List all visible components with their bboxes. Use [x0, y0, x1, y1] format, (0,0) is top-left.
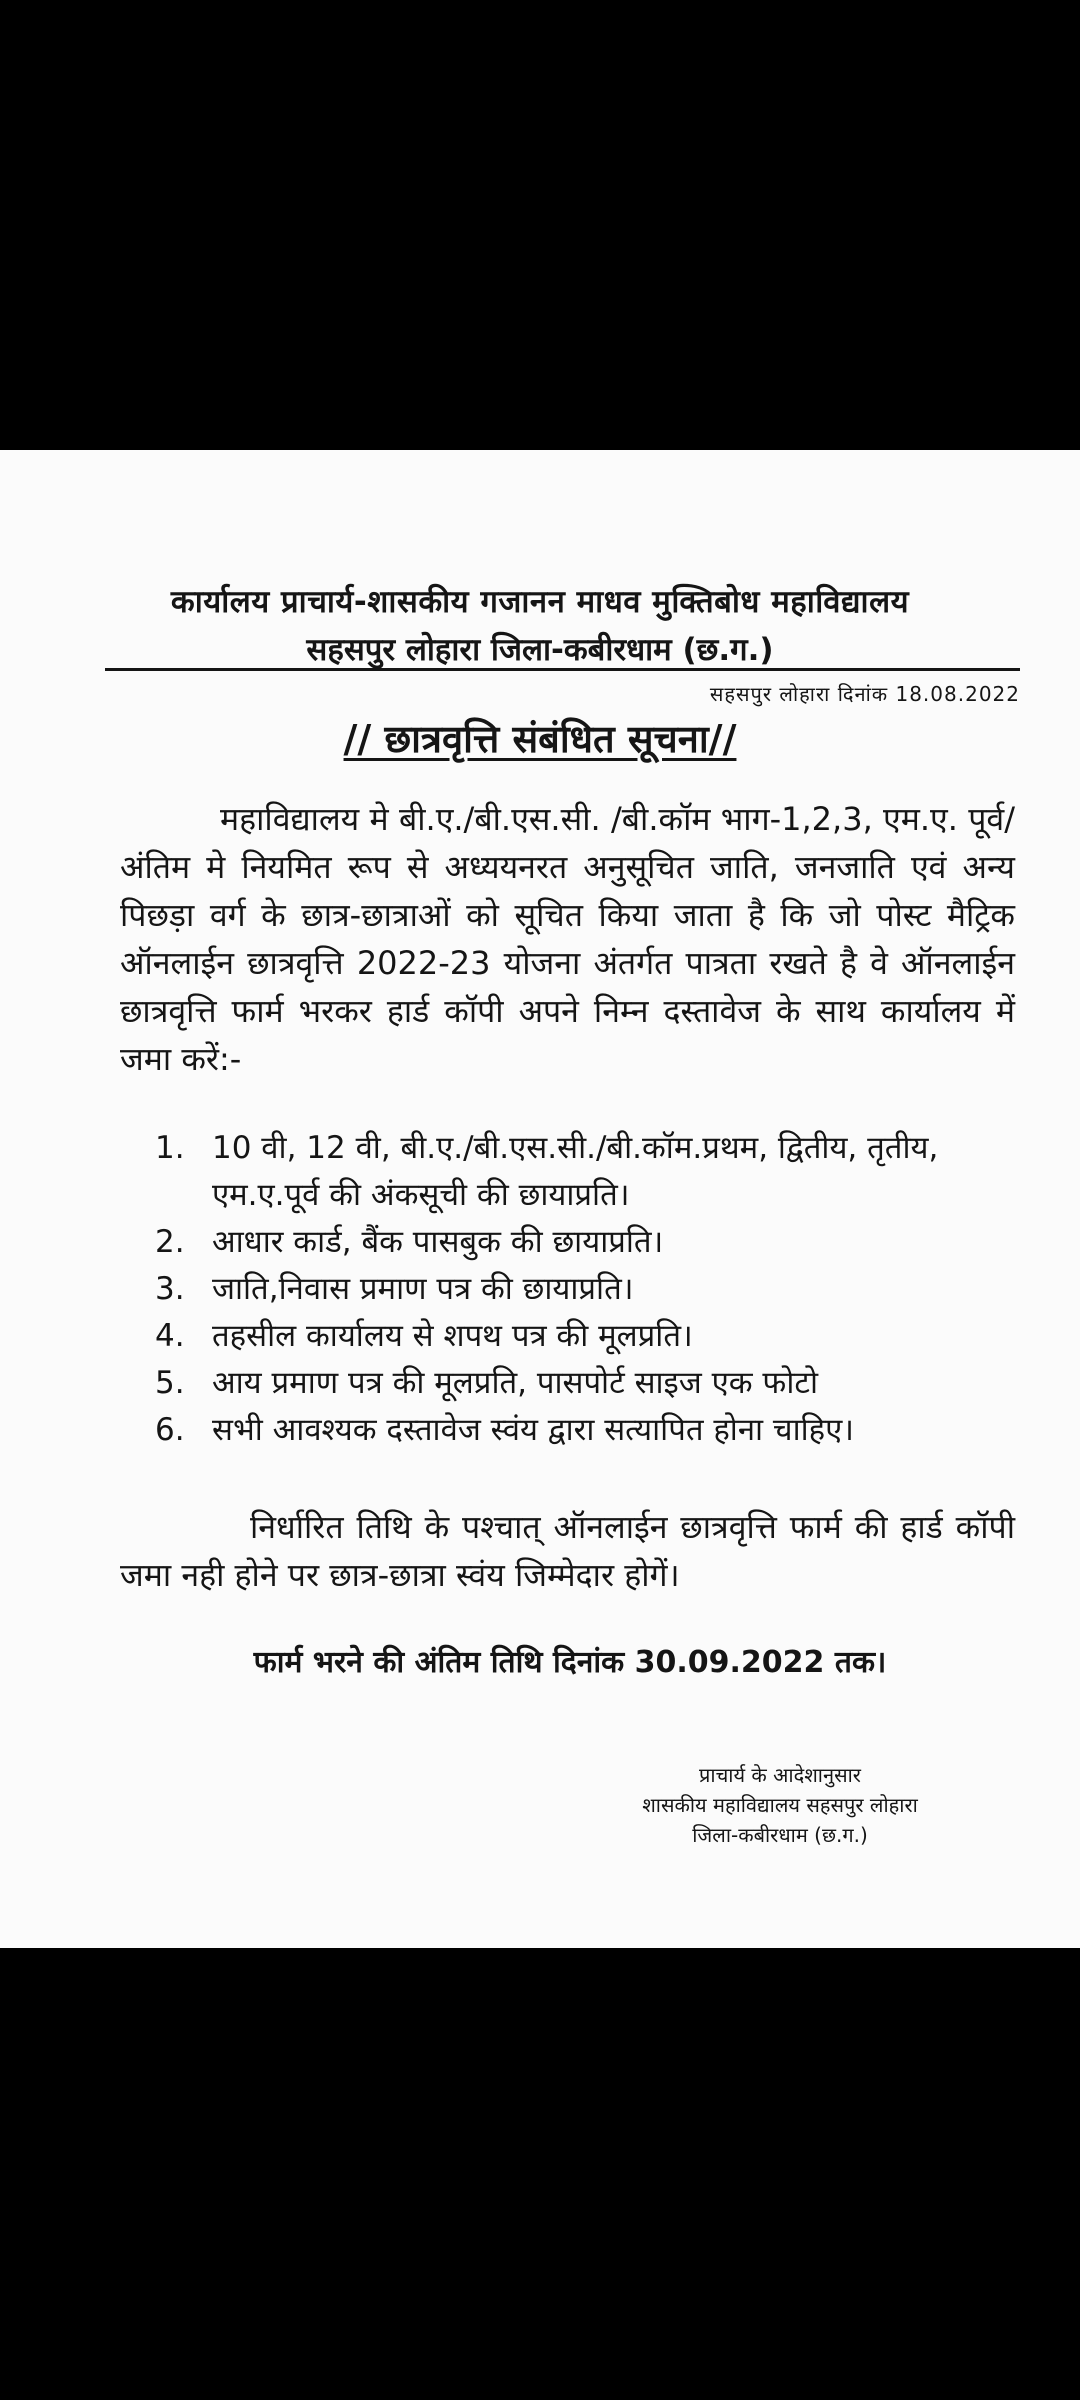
- signature-block: [560, 1760, 1000, 1850]
- header-divider: [105, 668, 1020, 671]
- list-item-number: 4.: [155, 1318, 185, 1354]
- notice-paragraph-main: महाविद्यालय मे बी.ए./बी.एस.सी. /बी.कॉम भाग-1,2,3, एम.ए. पूर्व/अंतिम मे नियमित रूप से अध्ययनरत अनुसूचित जाति, जनजाति एवं अन्य पिछड़ा वर्ग के छात्र-छात्राओं को सूचित किया जाता है कि जो पोस्ट मैट्रिक ऑनलाईन छात्रवृत्ति 2022-23 योजना अंतर्गत पात्रता रखते है वे ऑनलाईन छात्रवृत्ति फार्म भरकर हार्ड कॉपी अपने निम्न दस्तावेज के साथ कार्यालय में जमा करें:-: [120, 800, 1015, 1078]
- signature-line-1: प्राचार्य के आदेशानुसार: [699, 1763, 861, 1787]
- list-item-number: 6.: [155, 1412, 185, 1448]
- list-item: [155, 1266, 1015, 1313]
- signature-line-2: शासकीय महाविद्यालय सहसपुर लोहारा: [642, 1793, 918, 1817]
- documents-list: [155, 1125, 1015, 1454]
- notice-paragraph-warning: निर्धारित तिथि के पश्चात् ऑनलाईन छात्रवृत्ति फार्म की हार्ड कॉपी जमा नही होने पर छात्र-छात्रा स्वंय जिम्मेदार होगें।: [120, 1508, 1015, 1594]
- list-item-text: 10 वी, 12 वी, बी.ए./बी.एस.सी./बी.कॉम.प्रथम, द्वितीय, तृतीय, एम.ए.पूर्व की अंकसूची की छायाप्रति।: [212, 1130, 939, 1213]
- list-item-text: आय प्रमाण पत्र की मूलप्रति, पासपोर्ट साइज एक फोटो: [212, 1365, 819, 1401]
- list-item-number: 2.: [155, 1224, 185, 1260]
- office-header: कार्यालय प्राचार्य-शासकीय गजानन माधव मुक्तिबोध महाविद्यालय: [170, 584, 910, 620]
- list-item-text: आधार कार्ड, बैंक पासबुक की छायाप्रति।: [212, 1224, 664, 1260]
- place-date: सहसपुर लोहारा दिनांक 18.08.2022: [709, 682, 1020, 706]
- list-item-number: 1.: [155, 1130, 185, 1166]
- list-item: [155, 1313, 1015, 1360]
- list-item-text: सभी आवश्यक दस्तावेज स्वंय द्वारा सत्यापित होना चाहिए।: [212, 1412, 855, 1448]
- list-item-number: 5.: [155, 1365, 185, 1401]
- notice-title: // छात्रवृत्ति संबंधित सूचना//: [343, 717, 737, 761]
- notice-paper: [0, 450, 1080, 1948]
- list-item: [155, 1125, 1015, 1219]
- list-item-number: 3.: [155, 1271, 185, 1307]
- list-item: [155, 1407, 1015, 1454]
- notice-title-wrap: [0, 712, 1080, 764]
- list-item-text: जाति,निवास प्रमाण पत्र की छायाप्रति।: [212, 1271, 634, 1307]
- list-item: [155, 1360, 1015, 1407]
- list-item-text: तहसील कार्यालय से शपथ पत्र की मूलप्रति।: [212, 1318, 693, 1354]
- signature-line-3: जिला-कबीरधाम (छ.ग.): [692, 1823, 868, 1847]
- office-address: सहसपुर लोहारा जिला-कबीरधाम (छ.ग.): [306, 632, 774, 668]
- list-item: [155, 1219, 1015, 1266]
- deadline-line: फार्म भरने की अंतिम तिथि दिनांक 30.09.2022 तक।: [253, 1645, 887, 1680]
